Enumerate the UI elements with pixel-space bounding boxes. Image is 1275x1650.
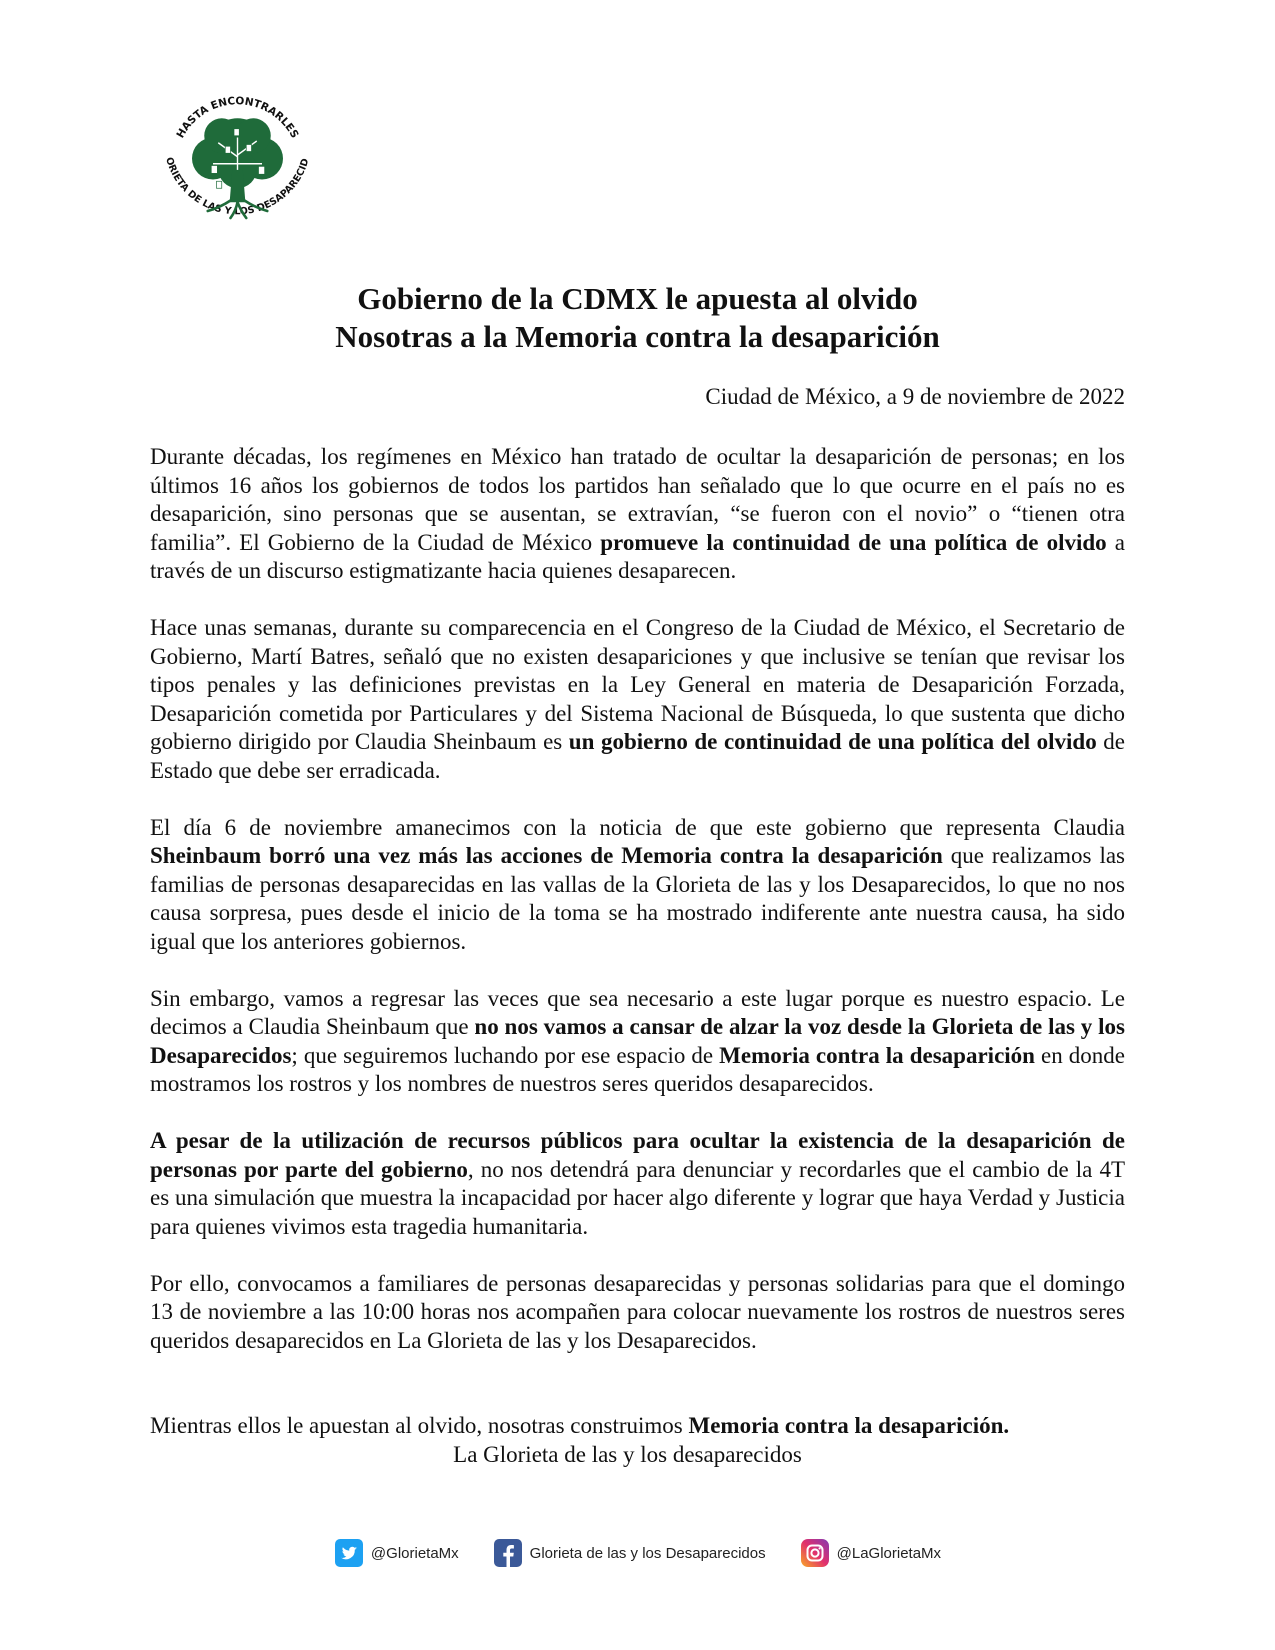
social-twitter[interactable] bbox=[334, 1538, 459, 1568]
paragraph-4 bbox=[150, 985, 1125, 1099]
closing-bold: Memoria contra la desaparición. bbox=[688, 1413, 1010, 1438]
twitter-icon bbox=[334, 1538, 364, 1568]
instagram-icon bbox=[800, 1538, 830, 1568]
twitter-handle: @GlorietaMx bbox=[370, 1544, 459, 1562]
paragraph-text: Sin embargo, vamos a regresar las veces que sea necesario a este lugar porque es nuestro espacio. Le decimos a Claudia Sheinbaum que bbox=[150, 985, 1125, 1039]
paragraph-bold: promueve la continuidad de una política de olvido bbox=[600, 529, 1107, 555]
paragraph-text: Hace unas semanas, durante su comparecencia en el Congreso de la Ciudad de México, el Secretario de Gobierno, Martí Batres, señaló que no existen desapariciones y que inclusive se tenían que revisar los tipos penales y las definiciones previstas en la Ley General en materia de Desaparición Forzada, Desaparición cometida por Particulares y del Sistema Nacional de Búsqueda, lo que sustenta que dicho gobierno dirigido por Claudia Sheinbaum es bbox=[150, 615, 1125, 754]
paragraph-text: a través de un discurso estigmatizante hacia quienes desaparecen. bbox=[150, 529, 1125, 583]
social-footer bbox=[0, 1538, 1275, 1568]
social-instagram[interactable] bbox=[800, 1538, 941, 1568]
facebook-icon bbox=[493, 1538, 523, 1568]
closing-text: Mientras ellos le apuestan al olvido, nosotras construimos bbox=[150, 1413, 689, 1438]
facebook-page: Glorieta de las y los Desaparecidos bbox=[529, 1544, 766, 1562]
paragraph-text: en donde mostramos los rostros y los nombres de nuestros seres queridos desaparecidos. bbox=[150, 1042, 1125, 1096]
instagram-handle: @LaGlorietaMx bbox=[836, 1544, 942, 1562]
paragraph-bold: no nos vamos a cansar de alzar la voz desde la Glorieta de las y los Desaparecidos bbox=[150, 1014, 1125, 1068]
dateline: Ciudad de México, a 9 de noviembre de 2022 bbox=[705, 384, 1125, 409]
title-line-1: Gobierno de la CDMX le apuesta al olvido bbox=[357, 281, 918, 316]
paragraph-bold: un gobierno de continuidad de una política del olvido bbox=[568, 729, 1097, 754]
paragraph-text: Por ello, convocamos a familiares de personas desaparecidas y personas solidarias para que el domingo 13 de noviembre a las 10:00 horas nos acompañen para colocar nuevamente los rostros de nuestros seres queridos desaparecidos en La Glorieta de las y los Desaparecidos. bbox=[150, 1270, 1125, 1353]
tree-icon bbox=[150, 78, 325, 253]
closing-line bbox=[150, 1412, 1125, 1441]
logo-top-text: HASTA ENCONTRARLES bbox=[174, 95, 301, 141]
logo bbox=[150, 78, 325, 253]
paragraph-text: El día 6 de noviembre amanecimos con la noticia de que este gobierno que representa Claudia bbox=[150, 814, 1125, 840]
logo-bottom-text: ORIETA DE LAS Y LOS DESAPARECID bbox=[163, 155, 312, 218]
paragraph-bold: Sheinbaum borró una vez más las acciones de Memoria contra la desaparición bbox=[150, 843, 943, 868]
paragraph-text: que realizamos las familias de personas desaparecidas en las vallas de la Glorieta de las y los Desaparecidos, lo que no nos causa sorpresa, pues desde el inicio de la toma se ha mostrado indiferente ante nuestra causa, ha sido igual que los anteriores gobiernos. bbox=[150, 843, 1126, 954]
paragraph-3 bbox=[150, 814, 1125, 957]
paragraph-6 bbox=[150, 1270, 1125, 1356]
paragraph-text: , no nos detendrá para denunciar y recordarles que el cambio de la 4T es una simulación que muestra la incapacidad por hacer algo diferente y lograr que haya Verdad y Justicia para quienes vivimos esta tragedia humanitaria. bbox=[150, 1156, 1125, 1239]
paragraph-text: de Estado que debe ser erradicada. bbox=[150, 729, 1126, 783]
social-facebook[interactable] bbox=[493, 1538, 766, 1568]
paragraph-bold: A pesar de la utilización de recursos públicos para ocultar la existencia de la desaparición de personas por parte del gobierno bbox=[150, 1128, 1125, 1182]
title-line-2: Nosotras a la Memoria contra la desaparición bbox=[335, 319, 940, 354]
paragraph-5 bbox=[150, 1127, 1125, 1241]
closing bbox=[150, 1412, 1125, 1469]
paragraph-2 bbox=[150, 614, 1125, 785]
document-body bbox=[150, 443, 1125, 1384]
paragraph-bold: Memoria contra la desaparición bbox=[719, 1042, 1035, 1068]
paragraph-text: ; que seguiremos luchando por ese espacio de bbox=[291, 1042, 720, 1068]
signature: La Glorieta de las y los desaparecidos bbox=[453, 1441, 802, 1467]
paragraph-1 bbox=[150, 443, 1125, 586]
page-title bbox=[0, 280, 1275, 356]
paragraph-text: Durante décadas, los regímenes en México han tratado de ocultar la desaparición de personas; en los últimos 16 años los gobiernos de todos los partidos han señalado que lo que ocurre en el país no es desaparición, sino personas que se ausentan, se extravían, “se fueron con el novio” o “tienen otra familia”. El Gobierno de la Ciudad de México bbox=[150, 444, 1125, 555]
